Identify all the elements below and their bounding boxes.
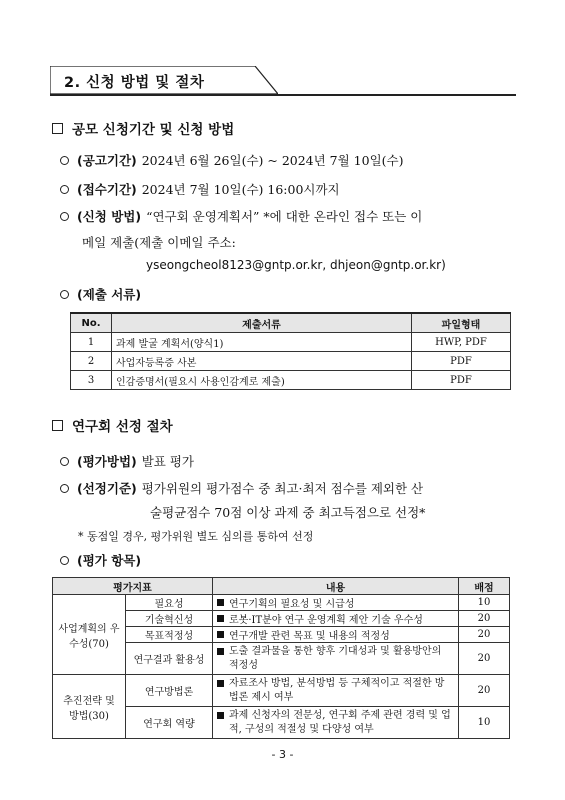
col-doc-header: 제출서류 [112, 313, 412, 333]
score-cell: 20 [459, 611, 510, 627]
item-cell: 연구회 역량 [126, 707, 213, 739]
eval-method-line [60, 452, 194, 470]
application-heading [52, 118, 234, 138]
content-text: 과제 신청자의 전문성, 연구회 주제 관련 경력 및 업적, 구성의 적절성 및 다양성 여부 [229, 709, 451, 735]
item-cell: 목표적정성 [126, 627, 213, 643]
selection-heading [52, 415, 173, 435]
criteria-value-1: 평가위원의 평가점수 중 최고·최저 점수를 제외한 산 [141, 481, 424, 496]
selection-heading-text: 연구회 선정 절차 [72, 419, 173, 435]
score-cell: 20 [459, 643, 510, 675]
section-title: 2. 신청 방법 및 절차 [64, 75, 205, 91]
method-value-1: “연구회 운영계획서” *에 대한 온라인 접수 또는 이 [146, 209, 423, 224]
col-no-header: No. [71, 313, 112, 333]
table-row [53, 595, 510, 611]
receipt-label: (접수기간) [77, 182, 137, 197]
table-row [71, 333, 511, 352]
item-cell: 기술혁신성 [126, 611, 213, 627]
announce-label: (공고기간) [77, 153, 137, 168]
item-cell: 연구결과 활용성 [126, 643, 213, 675]
content-cell [213, 627, 459, 643]
content-cell [213, 707, 459, 739]
receipt-value: 2024년 7월 10일(수) 16:00시까지 [141, 182, 340, 197]
square-bullet-icon [217, 680, 224, 687]
item-cell: 필요성 [126, 595, 213, 611]
submission-emails: yseongcheol8123@gntp.or.kr, dhjeon@gntp.or.kr) [146, 258, 446, 272]
content-text: 자료조사 방법, 분석방법 등 구체적이고 적절한 방법론 제시 여부 [229, 677, 445, 703]
table-row [53, 675, 510, 707]
circle-bullet-icon [60, 484, 69, 493]
score-cell: 20 [459, 627, 510, 643]
table-header-row [71, 313, 511, 333]
square-bullet-icon [217, 599, 224, 606]
eval-items-label: (평가 항목) [77, 553, 142, 568]
content-text: 도출 결과물을 통한 향후 기대성과 및 활용방안의 적정성 [229, 645, 442, 671]
content-cell [213, 643, 459, 675]
circle-bullet-icon [60, 556, 69, 565]
row-doc: 과제 발굴 계획서(양식1) [112, 333, 412, 352]
category-cell: 추진전략 및 방법(30) [53, 675, 126, 739]
section-header [50, 66, 278, 94]
docs-label: (제출 서류) [77, 287, 142, 302]
table-header-row [53, 578, 510, 595]
page-number: - 3 - [271, 748, 294, 761]
row-format: PDF [412, 371, 511, 390]
col-format-header: 파일형태 [412, 313, 511, 333]
method-line [60, 207, 422, 225]
square-bullet-icon [52, 123, 63, 134]
row-doc: 인감증명서(필요시 사용인감계로 제출) [112, 371, 412, 390]
table-row [71, 352, 511, 371]
table-row [71, 371, 511, 390]
score-cell: 20 [459, 675, 510, 707]
announce-period-line [60, 151, 404, 169]
row-no: 1 [71, 333, 112, 352]
circle-bullet-icon [60, 212, 69, 221]
application-heading-text: 공모 신청기간 및 신청 방법 [72, 122, 235, 138]
circle-bullet-icon [60, 457, 69, 466]
submission-docs-table [70, 312, 511, 390]
eval-label: (평가방법) [77, 454, 137, 469]
eval-value: 발표 평가 [141, 454, 195, 469]
row-no: 2 [71, 352, 112, 371]
evaluation-table [52, 577, 510, 739]
content-text: 로봇·IT분야 연구 운영계획 제안 기술 우수성 [229, 615, 423, 626]
row-format: HWP, PDF [412, 333, 511, 352]
circle-bullet-icon [60, 185, 69, 194]
square-bullet-icon [217, 648, 224, 655]
indicator-header: 평가지표 [53, 578, 213, 595]
content-cell [213, 675, 459, 707]
eval-items-line [60, 551, 146, 569]
method-label: (신청 방법) [77, 209, 142, 224]
row-format: PDF [412, 352, 511, 371]
content-cell [213, 595, 459, 611]
square-bullet-icon [217, 631, 224, 638]
category-cell: 사업계획의 우수성(70) [53, 595, 126, 675]
row-doc: 사업자등록증 사본 [112, 352, 412, 371]
content-cell [213, 611, 459, 627]
score-cell: 10 [459, 707, 510, 739]
docs-line [60, 285, 146, 303]
criteria-line [60, 479, 423, 497]
criteria-label: (선정기준) [77, 481, 137, 496]
row-no: 3 [71, 371, 112, 390]
item-cell: 연구방법론 [126, 675, 213, 707]
score-cell: 10 [459, 595, 510, 611]
square-bullet-icon [217, 712, 224, 719]
square-bullet-icon [52, 420, 63, 431]
section-rule [50, 94, 516, 96]
square-bullet-icon [217, 615, 224, 622]
announce-value: 2024년 6월 26일(수) ~ 2024년 7월 10일(수) [141, 153, 404, 168]
method-value-2: 메일 제출(제출 이메일 주소: [82, 235, 236, 250]
criteria-value-2: 술평균점수 70점 이상 과제 중 최고득점으로 선정* [150, 505, 426, 520]
content-header: 내용 [213, 578, 459, 595]
content-text: 연구기획의 필요성 및 시급성 [229, 599, 355, 610]
circle-bullet-icon [60, 156, 69, 165]
tie-note: * 동점일 경우, 평가위원 별도 심의를 통하여 선정 [78, 530, 314, 543]
receipt-period-line [60, 180, 340, 198]
content-text: 연구개발 관련 목표 및 내용의 적정성 [229, 631, 390, 642]
score-header: 배점 [459, 578, 510, 595]
circle-bullet-icon [60, 290, 69, 299]
